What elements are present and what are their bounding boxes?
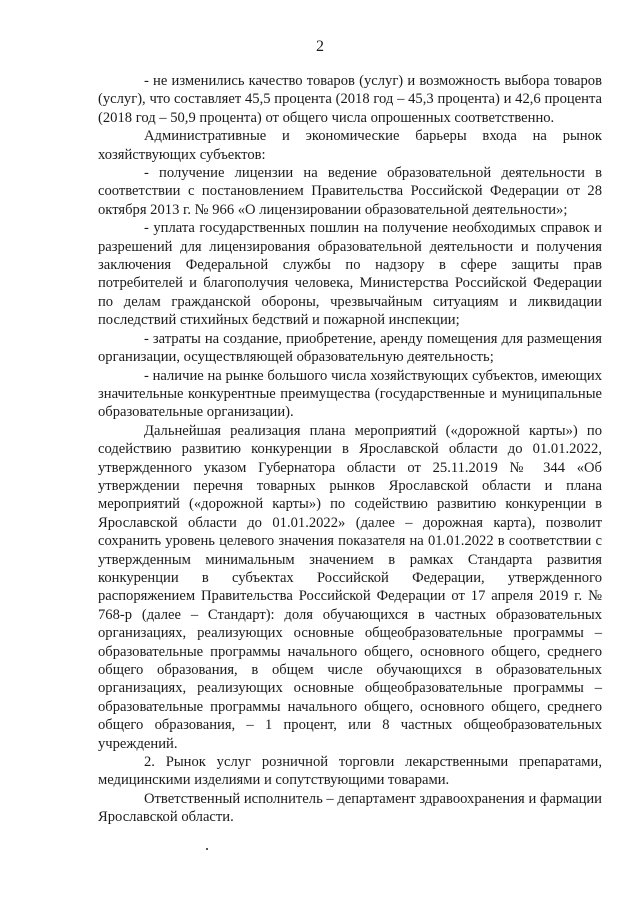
paragraph-consumer-survey: - не изменились качество товаров (услуг) и возможность выбора товаров (услуг), что составляет 45,5 процента (2018 год – 45,3 процента) и 42,6 процента (2018 год – 50,9 процента) от общего числа опрошенных соответственно.	[98, 73, 602, 126]
page-number: 2	[316, 38, 324, 55]
paragraph-barrier-competitors: - наличие на рынке большого числа хозяйствующих субъектов, имеющих значительные конкурентные преимущества (государственные и муниципальные образовательные организации).	[98, 367, 602, 421]
paragraph-barrier-premises: - затраты на создание, приобретение, аренду помещения для размещения организации, осуществляющей образовательную деятельность;	[98, 330, 602, 366]
paragraph-responsible-executor: Ответственный исполнитель – департамент здравоохранения и фармации Ярославской области.	[98, 790, 602, 826]
paragraph-barrier-license: - получение лицензии на ведение образовательной деятельности в соответствии с постановлением Правительства Российской Федерации от 28 октября 2013 г. № 966 «О лицензировании образовательной деятельности»;	[98, 165, 602, 218]
document-body	[98, 72, 602, 827]
paragraph-barriers-heading: Административные и экономические барьеры входа на рынок хозяйствующих субъектов:	[98, 128, 602, 163]
paragraph-pharmacy-market: 2. Рынок услуг розничной торговли лекарственными препаратами, медицинскими изделиями и сопутствующими товарами.	[98, 754, 602, 789]
paragraph-roadmap: Дальнейшая реализация плана мероприятий («дорожной карты») по содействию развитию конкуренции в Ярославской области до 01.01.2022, утвержденного указом Губернатора области от 25.11.2019 № 344 «Об утверждении перечня товарных рынков Ярославской области и плана мероприятий («дорожной карты») по содействию развитию конкуренции в Ярославской области до 01.01.2022» (далее – дорожная карта), позволит сохранить уровень целевого значения показателя на 01.01.2022 в соответствии с утвержденным минимальным значением в рамках Стандарта развития конкуренции в субъектах Российской Федерации, утвержденного распоряжением Правительства Российской Федерации от 17 апреля 2019 г. № 768-р (далее – Стандарт): доля обучающихся в частных образовательных организациях, реализующих основные общеобразовательные программы – образовательные программы начального общего, основного общего, среднего общего образования, в общем числе обучающихся в образовательных организациях, реализующих основные общеобразовательные программы – образовательные программы начального общего, основного общего, среднего общего образования, – 1 процент, или 8 частных общеобразовательных учреждений.	[98, 422, 602, 752]
paragraph-barrier-fees: - уплата государственных пошлин на получение необходимых справок и разрешений для лицензирования образовательной деятельности и получения заключения Федеральной службы по надзору в сфере защиты прав потребителей и благополучия человека, Министерства Российской Федерации по делам гражданской обороны, чрезвычайным ситуациям и ликвидации последствий стихийных бедствий и пожарной инспекции;	[98, 220, 602, 329]
scan-speck	[206, 848, 208, 850]
